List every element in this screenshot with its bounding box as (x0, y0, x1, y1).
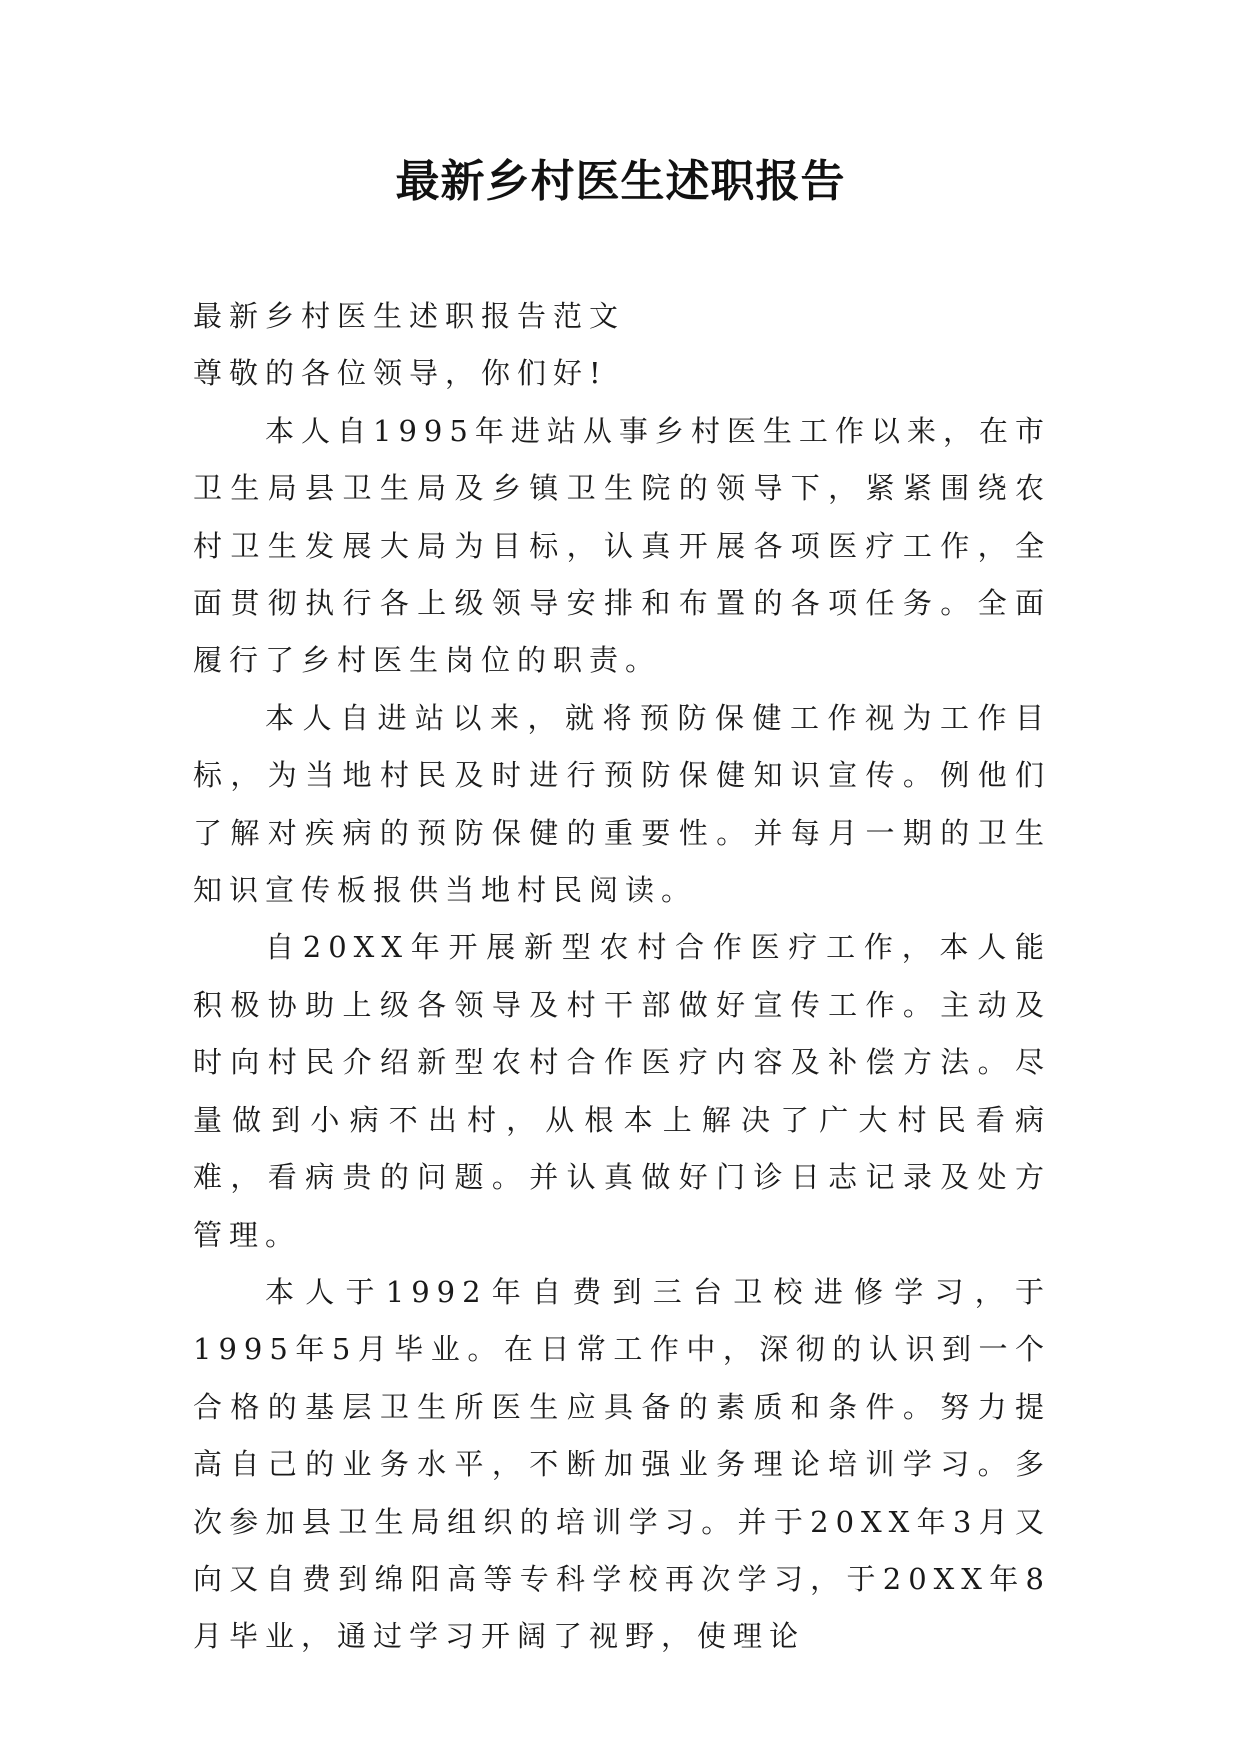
paragraph-1: 本人自1995年进站从事乡村医生工作以来，在市卫生局县卫生局及乡镇卫生院的领导下，紧紧围绕农村卫生发展大局为目标，认真开展各项医疗工作，全面贯彻执行各上级领导安排和布置的各项任务。全面履行了乡村医生岗位的职责。 (193, 413, 1051, 678)
paragraph-4: 本人于1992年自费到三台卫校进修学习，于1995年5月毕业。在日常工作中，深彻的认识到一个合格的基层卫生所医生应具备的素质和条件。努力提高自己的业务水平，不断加强业务理论培训学习。多次参加县卫生局组织的培训学习。并于20XX年3月又向又自费到绵阳高等专科学校再次学习，于20XX年8月毕业，通过学习开阔了视野，使理论 (193, 1274, 1051, 1654)
paragraph-2: 本人自进站以来，就将预防保健工作视为工作目标，为当地村民及时进行预防保健知识宣传。例他们了解对疾病的预防保健的重要性。并每月一期的卫生知识宣传板报供当地村民阅读。 (193, 700, 1051, 908)
document-body (193, 288, 1051, 1666)
document-subtitle: 最新乡村医生述职报告范文 (193, 299, 626, 333)
paragraph-3: 自20XX年开展新型农村合作医疗工作，本人能积极协助上级各领导及村干部做好宣传工作。主动及时向村民介绍新型农村合作医疗内容及补偿方法。尽量做到小病不出村，从根本上解决了广大村民看病难，看病贵的问题。并认真做好门诊日志记录及处方管理。 (193, 930, 1051, 1252)
salutation: 尊敬的各位领导，你们好! (193, 356, 608, 391)
document-title: 最新乡村医生述职报告 (395, 156, 846, 207)
